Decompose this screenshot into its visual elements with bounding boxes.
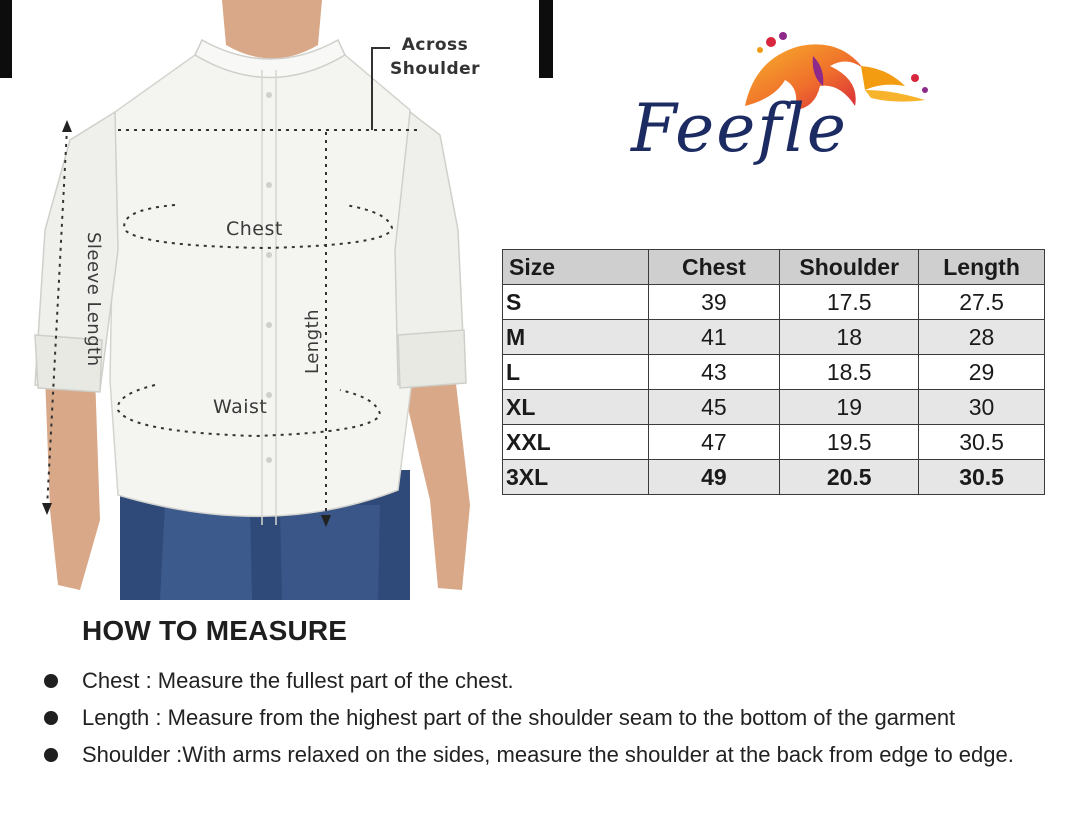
instruction-chest: Chest : Measure the fullest part of the chest.: [82, 667, 514, 693]
table-row: [503, 320, 1045, 355]
waist-label: Waist: [213, 396, 268, 418]
list-item: [40, 699, 1014, 736]
across-shoulder-label-line2: Shoulder: [390, 59, 481, 79]
cell-length: 27.5: [919, 285, 1045, 320]
cell-shoulder: 20.5: [780, 460, 919, 495]
header-length: Length: [919, 250, 1045, 285]
size-chart-table: [502, 249, 1045, 495]
cell-chest: 45: [648, 390, 780, 425]
across-shoulder-label-line1: Across: [401, 35, 469, 55]
cell-chest: 47: [648, 425, 780, 460]
table-header-row: [503, 250, 1045, 285]
frame-bar-right: [539, 0, 553, 78]
how-to-measure-list: [40, 662, 1014, 773]
sleeve-length-label: Sleeve Length: [83, 232, 104, 367]
list-item: [40, 736, 1014, 773]
cell-shoulder: 18: [780, 320, 919, 355]
table-row: [503, 355, 1045, 390]
cell-shoulder: 18.5: [780, 355, 919, 390]
bullet-icon: [44, 674, 58, 688]
table-row: [503, 425, 1045, 460]
header-size: Size: [503, 250, 649, 285]
cell-size: M: [503, 320, 649, 355]
cell-chest: 41: [648, 320, 780, 355]
chest-label: Chest: [226, 218, 283, 240]
cell-chest: 39: [648, 285, 780, 320]
cell-chest: 43: [648, 355, 780, 390]
cell-length: 30: [919, 390, 1045, 425]
bullet-icon: [44, 711, 58, 725]
cell-length: 30.5: [919, 425, 1045, 460]
cell-size: S: [503, 285, 649, 320]
bullet-icon: [44, 748, 58, 762]
cell-shoulder: 19.5: [780, 425, 919, 460]
cell-shoulder: 19: [780, 390, 919, 425]
cell-length: 28: [919, 320, 1045, 355]
table-row: [503, 390, 1045, 425]
cell-length: 29: [919, 355, 1045, 390]
header-shoulder: Shoulder: [780, 250, 919, 285]
cell-chest: 49: [648, 460, 780, 495]
how-to-measure-title: HOW TO MEASURE: [82, 615, 348, 646]
length-label: Length: [302, 308, 323, 374]
across-shoulder-label: [390, 33, 480, 81]
list-item: [40, 662, 1014, 699]
table-row: [503, 460, 1045, 495]
cell-size: XL: [503, 390, 649, 425]
header-chest: Chest: [648, 250, 780, 285]
table-row: [503, 285, 1045, 320]
cell-shoulder: 17.5: [780, 285, 919, 320]
brand-wordmark: Feefle: [631, 90, 848, 167]
cell-size: XXL: [503, 425, 649, 460]
instruction-shoulder: Shoulder :With arms relaxed on the sides, measure the shoulder at the back from edge to edge.: [82, 741, 1014, 767]
brand-logo: [625, 28, 945, 178]
cell-size: 3XL: [503, 460, 649, 495]
instruction-length: Length : Measure from the highest part of the shoulder seam to the bottom of the garment: [82, 704, 956, 730]
cell-length: 30.5: [919, 460, 1045, 495]
cell-size: L: [503, 355, 649, 390]
